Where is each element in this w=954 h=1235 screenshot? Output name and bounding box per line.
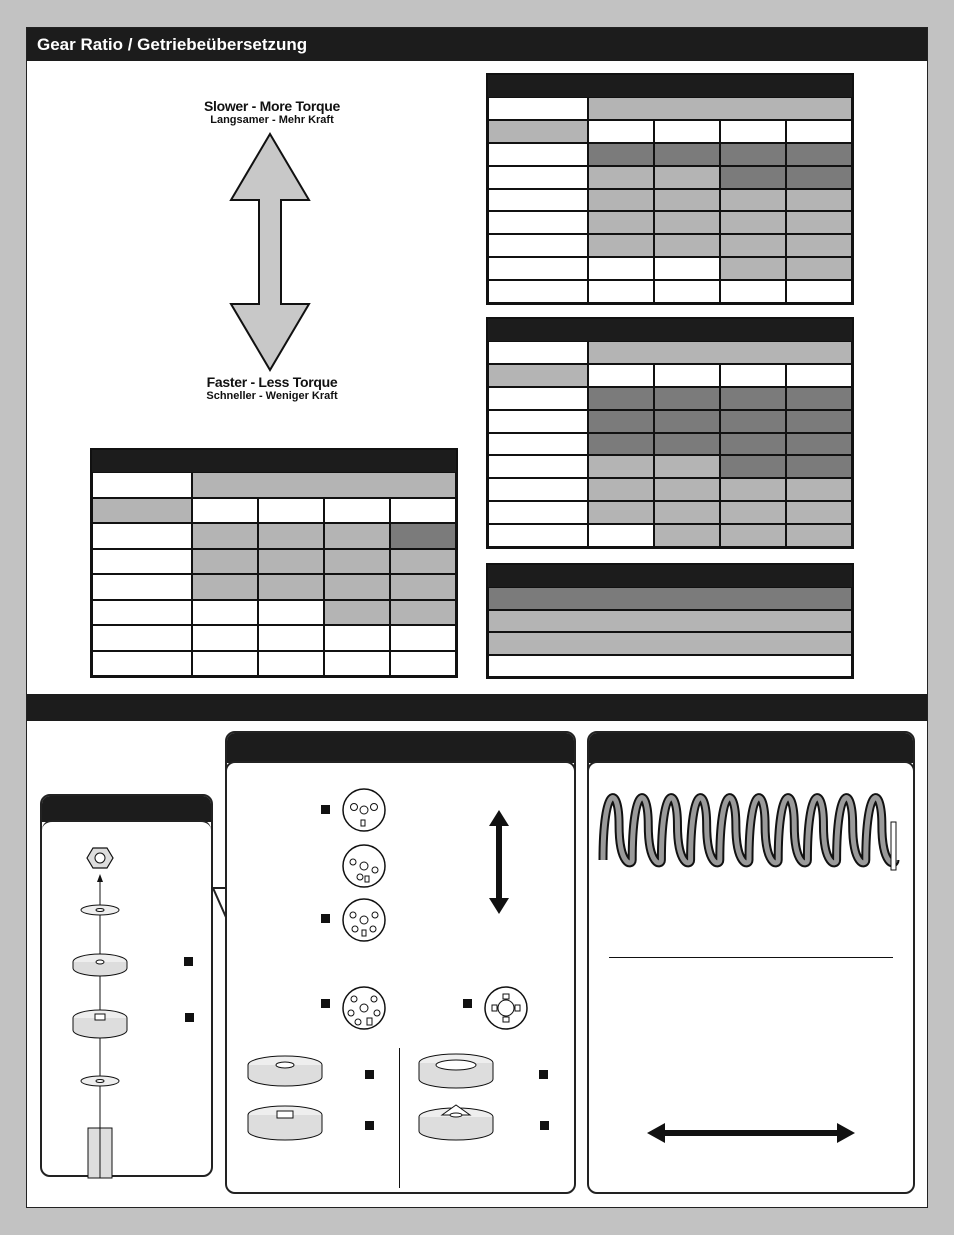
table-data-cell — [786, 234, 852, 257]
table-data-cell — [654, 501, 720, 524]
table-row-label-cell — [92, 600, 192, 626]
torque-speed-arrow-icon — [227, 132, 313, 372]
table-data-cell — [720, 478, 786, 501]
table-data-cell — [720, 211, 786, 234]
table-row-label-cell — [488, 478, 588, 501]
table-data-cell — [324, 625, 390, 651]
table-data-cell — [654, 189, 720, 212]
table-data-cell — [390, 523, 456, 549]
divider-horizontal — [609, 957, 893, 958]
table-data-cell — [786, 501, 852, 524]
table-data-cell — [258, 574, 324, 600]
table-subheader-label-cell — [488, 120, 588, 143]
table-row-label-cell — [488, 143, 588, 166]
section-title: Gear Ratio / Getriebeübersetzung — [37, 35, 308, 54]
piston-disc-icon — [483, 985, 529, 1031]
table-data-cell — [720, 234, 786, 257]
panel-header — [589, 733, 913, 763]
table-data-cell — [192, 523, 258, 549]
marker-square — [463, 999, 472, 1008]
less-torque-label: - Less Torque — [246, 374, 338, 390]
double-arrow-horizontal-icon — [647, 1123, 855, 1143]
panel-header — [227, 733, 574, 763]
table-data-cell — [324, 651, 390, 677]
table-data-cell — [588, 387, 654, 410]
table-row-label-cell — [488, 410, 588, 433]
table-data-cell — [390, 574, 456, 600]
table-header-span-cell — [588, 97, 852, 120]
table-data-cell — [654, 433, 720, 456]
table-data-cell — [720, 387, 786, 410]
table-data-cell — [654, 234, 720, 257]
table-data-cell — [192, 549, 258, 575]
piston-disc-icon — [341, 897, 387, 943]
piston-side-icon — [245, 1105, 325, 1143]
table-data-cell — [588, 455, 654, 478]
table-data-cell — [654, 257, 720, 280]
table-data-cell — [720, 280, 786, 303]
table-row-label-cell — [92, 625, 192, 651]
table-row-label-cell — [488, 211, 588, 234]
piston-side-icon — [245, 1055, 325, 1089]
table-data-cell — [654, 387, 720, 410]
table-row-label-cell — [92, 574, 192, 600]
table-row-label-cell — [488, 280, 588, 303]
table-subheader-cell — [324, 498, 390, 524]
piston-side-icon — [416, 1103, 496, 1145]
langsamer-label: Langsamer — [210, 114, 269, 126]
mehr-kraft-label: - Mehr Kraft — [268, 114, 334, 126]
table-subheader-cell — [720, 120, 786, 143]
table-data-cell — [786, 478, 852, 501]
table-data-cell — [258, 523, 324, 549]
legend-row — [488, 610, 852, 633]
table-data-cell — [390, 600, 456, 626]
table-row-label-cell — [488, 387, 588, 410]
table-row-label-cell — [488, 501, 588, 524]
marker-square — [365, 1070, 374, 1079]
table-data-cell — [786, 280, 852, 303]
table-subheader-label-cell — [92, 498, 192, 524]
table-data-cell — [720, 143, 786, 166]
marker-square — [365, 1121, 374, 1130]
panel-header — [42, 796, 211, 822]
more-torque-label: - More Torque — [248, 98, 341, 114]
table-data-cell — [720, 524, 786, 547]
table-data-cell — [324, 600, 390, 626]
table-data-cell — [720, 189, 786, 212]
table-header-span-cell — [192, 472, 456, 498]
table-data-cell — [654, 143, 720, 166]
table-data-cell — [324, 549, 390, 575]
table-data-cell — [588, 501, 654, 524]
table-data-cell — [258, 625, 324, 651]
piston-disc-icon — [341, 843, 387, 889]
gear-table-middle-right — [486, 317, 854, 549]
table-data-cell — [720, 433, 786, 456]
table-data-cell — [588, 524, 654, 547]
table-data-cell — [654, 410, 720, 433]
table-row-label-cell — [92, 549, 192, 575]
piston-disc-icon — [341, 787, 387, 833]
table-data-cell — [786, 455, 852, 478]
faster-label-block — [167, 374, 377, 402]
table-data-cell — [588, 433, 654, 456]
table-data-cell — [720, 257, 786, 280]
section-header-gear-ratio — [27, 28, 927, 61]
table-row-label-cell — [488, 257, 588, 280]
table-data-cell — [654, 455, 720, 478]
slower-label-block — [167, 98, 377, 126]
table-data-cell — [324, 523, 390, 549]
table-data-cell — [786, 211, 852, 234]
table-subheader-cell — [786, 120, 852, 143]
piston-disc-icon — [341, 985, 387, 1031]
table-data-cell — [258, 651, 324, 677]
marker-square — [184, 957, 193, 966]
table-row-label-cell — [92, 523, 192, 549]
table-data-cell — [390, 651, 456, 677]
table-data-cell — [588, 143, 654, 166]
table-data-cell — [786, 387, 852, 410]
table-subheader-cell — [654, 364, 720, 387]
table-data-cell — [654, 478, 720, 501]
table-header-label-cell — [488, 341, 588, 364]
table-data-cell — [588, 189, 654, 212]
manual-page — [26, 27, 928, 1208]
table-data-cell — [192, 651, 258, 677]
table-data-cell — [258, 600, 324, 626]
table-data-cell — [786, 410, 852, 433]
table-data-cell — [786, 257, 852, 280]
table-row-label-cell — [488, 455, 588, 478]
legend-row — [488, 587, 852, 610]
marker-square — [321, 805, 330, 814]
marker-square — [185, 1013, 194, 1022]
shock-exploded-diagram-icon — [57, 838, 207, 1178]
table-data-cell — [654, 211, 720, 234]
table-data-cell — [654, 166, 720, 189]
table-data-cell — [192, 600, 258, 626]
table-data-cell — [786, 433, 852, 456]
slower-label: Slower — [203, 98, 249, 114]
table-subheader-cell — [258, 498, 324, 524]
table-data-cell — [786, 143, 852, 166]
table-row-label-cell — [488, 433, 588, 456]
table-data-cell — [588, 257, 654, 280]
table-data-cell — [720, 455, 786, 478]
color-legend-table — [486, 563, 854, 679]
table-subheader-cell — [192, 498, 258, 524]
table-subheader-cell — [654, 120, 720, 143]
table-header-label-cell — [92, 472, 192, 498]
piston-side-icon — [416, 1053, 496, 1093]
table-data-cell — [654, 524, 720, 547]
gear-table-top-right — [486, 73, 854, 305]
table-data-cell — [390, 625, 456, 651]
table-data-cell — [588, 280, 654, 303]
table-header-label-cell — [488, 97, 588, 120]
coil-spring-icon — [595, 782, 907, 872]
table-data-cell — [588, 410, 654, 433]
legend-row — [488, 655, 852, 678]
marker-square — [539, 1070, 548, 1079]
table-data-cell — [588, 478, 654, 501]
table-data-cell — [390, 549, 456, 575]
table-data-cell — [786, 524, 852, 547]
section-header-shock — [27, 694, 927, 721]
legend-row — [488, 632, 852, 655]
table-subheader-cell — [588, 120, 654, 143]
legend-title-bar — [488, 565, 852, 587]
table-title-bar — [488, 75, 852, 97]
table-row-label-cell — [488, 234, 588, 257]
schneller-label: Schneller — [206, 390, 256, 402]
table-data-cell — [324, 574, 390, 600]
table-row-label-cell — [92, 651, 192, 677]
table-data-cell — [720, 410, 786, 433]
table-data-cell — [192, 625, 258, 651]
table-subheader-cell — [588, 364, 654, 387]
table-data-cell — [588, 166, 654, 189]
table-data-cell — [588, 234, 654, 257]
table-title-bar — [488, 319, 852, 341]
faster-label: Faster — [206, 374, 247, 390]
table-subheader-cell — [786, 364, 852, 387]
table-header-span-cell — [588, 341, 852, 364]
table-data-cell — [588, 211, 654, 234]
marker-square — [540, 1121, 549, 1130]
table-data-cell — [786, 166, 852, 189]
divider-vertical — [399, 1048, 400, 1188]
table-data-cell — [258, 549, 324, 575]
marker-square — [321, 914, 330, 923]
table-title-bar — [92, 450, 456, 472]
table-data-cell — [720, 166, 786, 189]
table-data-cell — [654, 280, 720, 303]
table-row-label-cell — [488, 189, 588, 212]
table-data-cell — [786, 189, 852, 212]
table-data-cell — [192, 574, 258, 600]
double-arrow-vertical-icon — [489, 810, 509, 914]
gear-table-bottom-left — [90, 448, 458, 678]
weniger-kraft-label: - Weniger Kraft — [255, 390, 338, 402]
table-subheader-label-cell — [488, 364, 588, 387]
marker-square — [321, 999, 330, 1008]
table-subheader-cell — [720, 364, 786, 387]
table-row-label-cell — [488, 524, 588, 547]
table-data-cell — [720, 501, 786, 524]
table-row-label-cell — [488, 166, 588, 189]
table-subheader-cell — [390, 498, 456, 524]
